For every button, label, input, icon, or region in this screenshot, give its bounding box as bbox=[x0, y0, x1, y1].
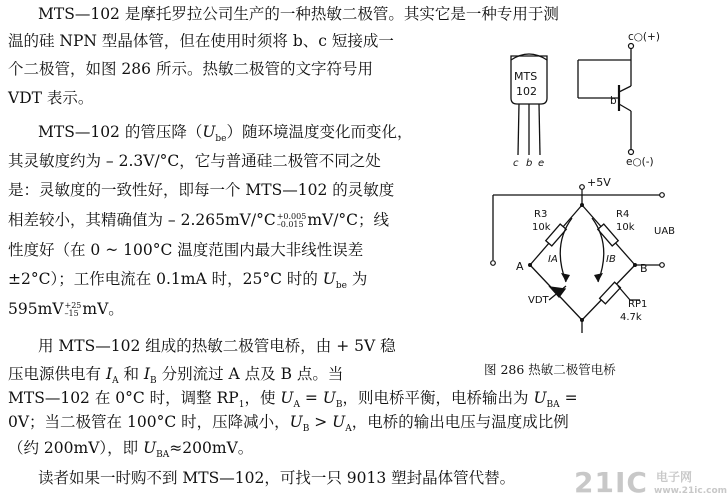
package-text-2: 102 bbox=[516, 85, 537, 98]
top-rail-terminal bbox=[660, 193, 665, 198]
pin-label-b: b bbox=[526, 158, 533, 169]
p2-line-1: MTS—102 的管压降$(U_{be})$随环境温度变化而变化， bbox=[38, 123, 413, 145]
emitter-leg bbox=[619, 104, 631, 111]
c-terminal bbox=[629, 44, 634, 49]
p2-line-7: 595mV +25 –15 mV。 bbox=[8, 300, 124, 318]
rp1-label: RP1 bbox=[628, 299, 648, 310]
package-top-curve bbox=[511, 54, 547, 60]
vdt-diode bbox=[549, 286, 566, 300]
node-b-label: B bbox=[640, 262, 648, 275]
r4-value: 10k bbox=[616, 222, 635, 233]
ib-arrowhead bbox=[594, 273, 603, 282]
collector-leg bbox=[619, 86, 631, 92]
p3-line-3: MTS—102 在 0°C 时，调整 $RP_1$，使 $U_A = U_B$，则电桥平衡，电桥输出为 $U_{BA}$ = bbox=[8, 389, 578, 411]
p2-line-5: 性度好（在 0 ~ 100°C 温度范围内最大非线性误差 bbox=[8, 241, 364, 259]
p1-line-4: VDT 表示。 bbox=[8, 89, 94, 107]
node-b-dot bbox=[633, 263, 637, 267]
pin-label-e: e bbox=[538, 158, 545, 169]
ib-label: IB bbox=[606, 254, 616, 265]
watermark-url: www.21ic.com bbox=[654, 486, 727, 496]
transistor-symbol bbox=[578, 48, 631, 150]
p4-line-1: 读者如果一时购不到 MTS—102，可找一只 9013 塑封晶体管代替。 bbox=[38, 469, 516, 487]
bottom-node bbox=[580, 318, 584, 322]
p3-line-4: 0V；当二极管在 100°C 时，压降减小，$U_B > U_A$，电桥的输出电压与温度成比例 bbox=[8, 413, 569, 435]
figure-caption: 图 286 热敏二极管电桥 bbox=[484, 362, 616, 377]
watermark-cn: 电子网 bbox=[656, 470, 693, 484]
p3-line-1: 用 MTS—102 组成的热敏二极管电桥，由 + 5V 稳 bbox=[38, 337, 396, 355]
e-terminal bbox=[629, 150, 634, 155]
r3-value: 10k bbox=[532, 222, 551, 233]
uab-label: UAB bbox=[654, 226, 676, 237]
rp1-value: 4.7k bbox=[620, 312, 642, 323]
p1-line-1: MTS—102 是摩托罗拉公司生产的一种热敏二极管。其实它是一种专用于测 bbox=[38, 5, 559, 23]
package-text-1: MTS bbox=[514, 70, 538, 83]
tolerance-1: +0.005 –0.015 bbox=[276, 212, 307, 229]
rp1-body bbox=[600, 282, 621, 304]
p2-line-6: ±2°C）；工作电流在 0.1mA 时，25°C 时的 $U_{be}$ 为 bbox=[8, 270, 368, 292]
supply-label: +5V bbox=[587, 176, 611, 189]
node-a-label: A bbox=[516, 260, 524, 273]
p3-line-5: （约 200mV），即 $U_{BA}\approx 200mV$。 bbox=[8, 439, 254, 461]
p2-line-2: 其灵敏度约为 – 2.3V/°C，它与普通硅二极管不同之处 bbox=[8, 152, 381, 170]
ia-label: IA bbox=[548, 254, 558, 265]
p1-line-2: 温的硅 NPN 型晶体管，但在使用时须将 b、c 短接成一 bbox=[8, 32, 394, 50]
node-a-dot bbox=[528, 263, 532, 267]
p3-line-2: 压电源供电有 $I_A$ 和 $I_B$ 分别流过 A 点及 B 点。当 bbox=[8, 365, 344, 387]
site-watermark bbox=[574, 466, 727, 499]
tolerance-2: +25 –15 bbox=[64, 301, 82, 318]
r4-label: R4 bbox=[616, 209, 630, 220]
a-output-terminal bbox=[491, 261, 496, 266]
p1-line-3: 个二极管，如图 286 所示。热敏二极管的文字符号用 bbox=[8, 60, 373, 78]
symbol-c-label: c○(+) bbox=[628, 31, 660, 43]
symbol-b-label: b bbox=[610, 95, 617, 107]
b-output-terminal bbox=[660, 263, 665, 268]
pin-c-lead bbox=[518, 104, 519, 155]
supply-terminal bbox=[580, 185, 585, 190]
p2-line-4: 相差较小，其精确值为 – 2.265mV/°C +0.005 –0.015 mV/°C；线 bbox=[8, 211, 390, 229]
vdt-label: VDT bbox=[528, 295, 549, 306]
pin-e-lead bbox=[539, 104, 540, 155]
r3-label: R3 bbox=[534, 209, 548, 220]
symbol-e-label: e○(-) bbox=[626, 156, 654, 168]
rp1-wiper bbox=[618, 286, 630, 300]
top-node bbox=[580, 203, 584, 207]
pin-label-c: c bbox=[513, 158, 519, 169]
ia-arrowhead bbox=[561, 273, 570, 282]
p2-line-3: 是：灵敏度的一致性好，即每一个 MTS—102 的灵敏度 bbox=[8, 181, 395, 199]
watermark-logo: 21IC bbox=[574, 466, 648, 499]
